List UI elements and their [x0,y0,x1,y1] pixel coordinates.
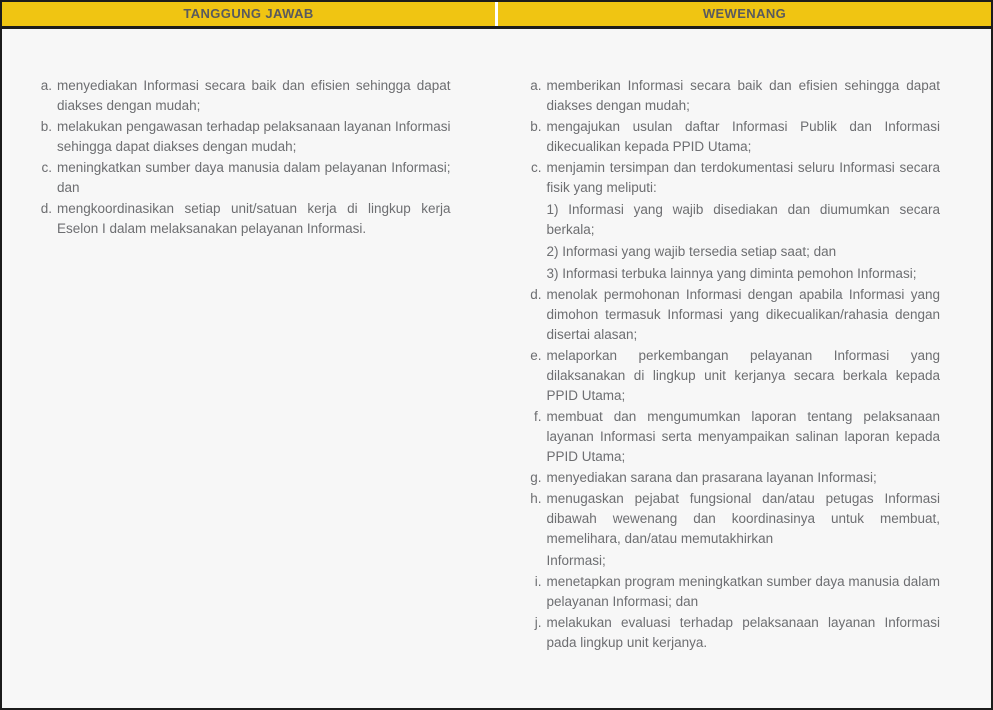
list-item-g [525,468,941,488]
list-item-c [525,158,941,284]
list-item-j [525,613,941,653]
list-item-h [525,489,941,571]
item-text: melaporkan perkembangan pelayanan Informasi yang dilaksanakan di lingkup unit kerjanya secara berkala kepada PPID Utama; [546,348,940,403]
list-item-d [525,285,941,345]
item-marker: a. [40,78,52,93]
wewenang-cell [497,29,992,710]
item-marker: c. [41,160,52,175]
item-text: menjamin tersimpan dan terdokumentasi seluru Informasi secara fisik yang meliputi: 1) Informasi yang wajib disediakan dan diumumkan secara berkala; 2) Informasi yang wajib tersedia setiap saat; dan 3) Informasi terbuka lainnya yang diminta pemohon Informasi; [546,160,940,281]
item-text: meningkatkan sumber daya manusia dalam pelayanan Informasi; dan [57,160,451,195]
item-text: mengkoordinasikan setiap unit/satuan kerja di lingkup kerja Eselon I dalam melaksanakan pelayanan Informasi. [57,201,451,236]
item-marker: j. [534,615,542,630]
list-item-b [35,117,451,157]
item-text: menyediakan sarana dan prasarana layanan Informasi; [546,470,877,485]
list-item-c [35,158,451,198]
item-text: menetapkan program meningkatkan sumber daya manusia dalam pelayanan Informasi; dan [546,574,940,609]
item-marker: a. [530,78,542,93]
item-marker: f. [533,409,542,424]
wewenang-list [525,76,941,653]
list-item-d [35,199,451,239]
list-item-f [525,407,941,467]
item-marker: i. [534,574,542,589]
item-text: melakukan evaluasi terhadap pelaksanaan layanan Informasi pada lingkup unit kerjanya. [546,615,940,650]
item-text: memberikan Informasi secara baik dan efisien sehingga dapat diakses dengan mudah; [546,78,940,113]
column-header-tanggung-jawab: TANGGUNG JAWAB [2,2,495,26]
item-marker: d. [530,287,542,302]
item-marker: d. [40,201,52,216]
table-body-row [2,29,991,710]
list-item-i [525,572,941,612]
item-text: menugaskan pejabat fungsional dan/atau petugas Informasi dibawah wewenang dan koordinasinya untuk membuat, memelihara, dan/atau memutakhirkan Informasi; [546,491,940,568]
item-text: membuat dan mengumumkan laporan tentang pelaksanaan layanan Informasi serta menyampaikan salinan laporan kepada PPID Utama; [546,409,940,464]
list-item-b [525,117,941,157]
tanggung-jawab-cell [2,29,497,710]
item-marker: c. [530,160,542,175]
item-text: menyediakan Informasi secara baik dan efisien sehingga dapat diakses dengan mudah; [57,78,451,113]
tanggung-jawab-list [35,76,451,239]
item-marker: h. [530,491,542,506]
list-item-a [525,76,941,116]
list-item-e [525,346,941,406]
item-text: menolak permohonan Informasi dengan apabila Informasi yang dimohon termasuk Informasi yang dikecualikan/rahasia dengan disertai alasan; [546,287,940,342]
column-header-wewenang: WEWENANG [498,2,991,26]
table-header-row [2,2,991,29]
item-marker: g. [530,470,542,485]
item-text: mengajukan usulan daftar Informasi Publik dan Informasi dikecualikan kepada PPID Utama; [546,119,940,154]
list-item-a [35,76,451,116]
item-marker: b. [40,119,52,134]
item-text: melakukan pengawasan terhadap pelaksanaan layanan Informasi sehingga dapat diakses dengan mudah; [57,119,451,154]
item-marker: e. [530,348,542,363]
item-marker: b. [530,119,542,134]
